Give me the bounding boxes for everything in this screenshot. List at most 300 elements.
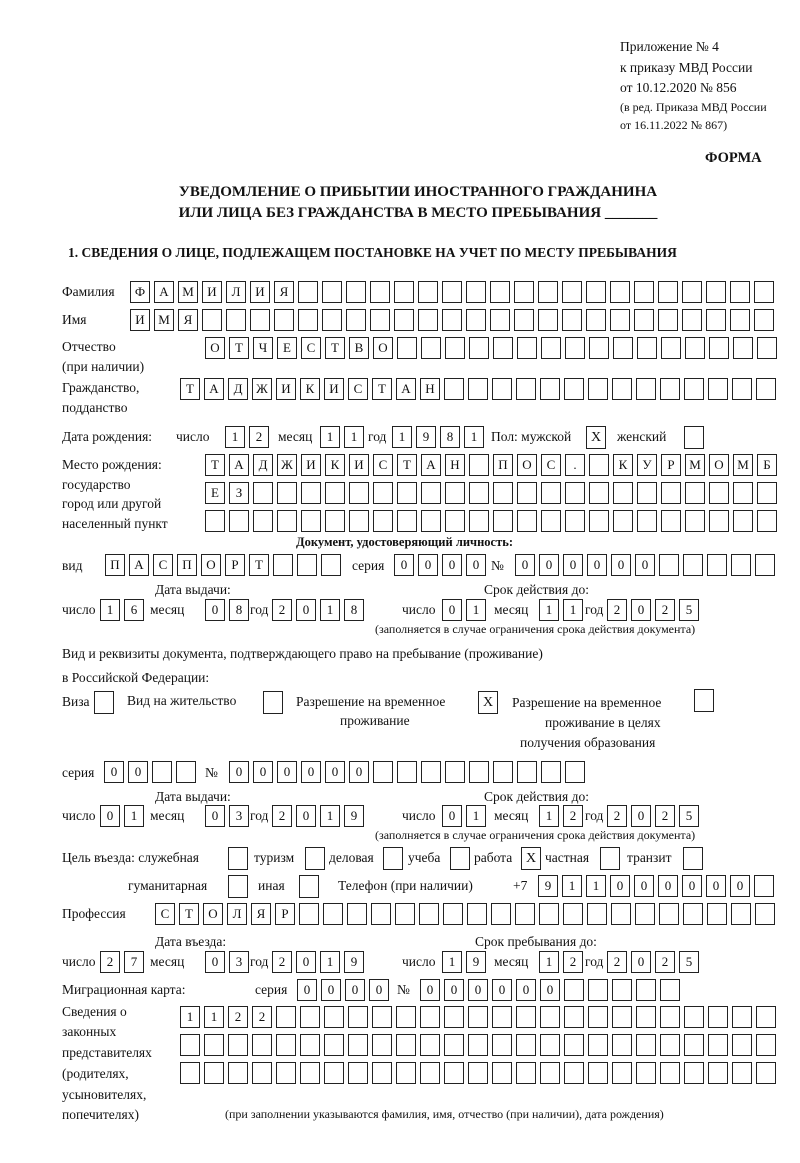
char-cell[interactable]: 2: [655, 599, 675, 621]
char-cell[interactable]: [731, 903, 751, 925]
char-cell[interactable]: [349, 510, 369, 532]
char-cell[interactable]: [493, 482, 513, 504]
char-cell[interactable]: [466, 281, 486, 303]
char-cell[interactable]: [517, 510, 537, 532]
char-cell[interactable]: [754, 281, 774, 303]
char-cell[interactable]: [685, 510, 705, 532]
char-cell[interactable]: Я: [251, 903, 271, 925]
char-cell[interactable]: [564, 1062, 584, 1084]
char-cell[interactable]: П: [493, 454, 513, 476]
char-cell[interactable]: С: [541, 454, 561, 476]
char-cell[interactable]: [636, 1034, 656, 1056]
char-cell[interactable]: 1: [320, 951, 340, 973]
char-cell[interactable]: И: [301, 454, 321, 476]
char-cell[interactable]: [445, 510, 465, 532]
char-cell[interactable]: [540, 1034, 560, 1056]
char-cell[interactable]: [273, 554, 293, 576]
char-cell[interactable]: О: [205, 337, 225, 359]
char-cell[interactable]: [253, 510, 273, 532]
char-cell[interactable]: П: [105, 554, 125, 576]
char-cell[interactable]: [538, 309, 558, 331]
char-cell[interactable]: [445, 482, 465, 504]
char-cell[interactable]: [613, 337, 633, 359]
char-cell[interactable]: [683, 554, 703, 576]
char-cell[interactable]: А: [204, 378, 224, 400]
char-cell[interactable]: 1: [586, 875, 606, 897]
char-cell[interactable]: [637, 337, 657, 359]
char-cell[interactable]: [444, 378, 464, 400]
char-cell[interactable]: [636, 979, 656, 1001]
char-cell[interactable]: [682, 309, 702, 331]
char-cell[interactable]: 9: [416, 426, 436, 448]
char-cell[interactable]: [707, 903, 727, 925]
char-cell[interactable]: 1: [442, 951, 462, 973]
char-cell[interactable]: [253, 482, 273, 504]
char-cell[interactable]: [661, 337, 681, 359]
char-cell[interactable]: [659, 554, 679, 576]
char-cell[interactable]: [492, 1006, 512, 1028]
char-cell[interactable]: [540, 1006, 560, 1028]
char-cell[interactable]: 0: [229, 761, 249, 783]
char-cell[interactable]: [322, 309, 342, 331]
char-cell[interactable]: [610, 309, 630, 331]
char-cell[interactable]: [541, 337, 561, 359]
char-cell[interactable]: [636, 1062, 656, 1084]
char-cell[interactable]: [397, 482, 417, 504]
char-cell[interactable]: [588, 1062, 608, 1084]
char-cell[interactable]: 0: [297, 979, 317, 1001]
char-cell[interactable]: 1: [539, 805, 559, 827]
char-cell[interactable]: [324, 1034, 344, 1056]
char-cell[interactable]: 0: [296, 951, 316, 973]
char-cell[interactable]: [228, 1034, 248, 1056]
char-cell[interactable]: [588, 979, 608, 1001]
char-cell[interactable]: 0: [394, 554, 414, 576]
char-cell[interactable]: [539, 903, 559, 925]
char-cell[interactable]: [349, 482, 369, 504]
char-cell[interactable]: [588, 378, 608, 400]
char-cell[interactable]: [419, 903, 439, 925]
char-cell[interactable]: [397, 761, 417, 783]
char-cell[interactable]: [706, 281, 726, 303]
char-cell[interactable]: [397, 510, 417, 532]
char-cell[interactable]: [252, 1034, 272, 1056]
char-cell[interactable]: 1: [204, 1006, 224, 1028]
char-cell[interactable]: [514, 281, 534, 303]
char-cell[interactable]: О: [517, 454, 537, 476]
char-cell[interactable]: 2: [655, 805, 675, 827]
char-cell[interactable]: 0: [634, 875, 654, 897]
char-cell[interactable]: [733, 482, 753, 504]
char-cell[interactable]: [565, 510, 585, 532]
char-cell[interactable]: [586, 309, 606, 331]
char-cell[interactable]: 5: [679, 599, 699, 621]
char-cell[interactable]: [467, 903, 487, 925]
char-cell[interactable]: [370, 281, 390, 303]
char-cell[interactable]: 0: [635, 554, 655, 576]
char-cell[interactable]: А: [421, 454, 441, 476]
char-cell[interactable]: И: [202, 281, 222, 303]
char-cell[interactable]: [660, 378, 680, 400]
char-cell[interactable]: 2: [272, 951, 292, 973]
char-cell[interactable]: [444, 1062, 464, 1084]
char-cell[interactable]: [418, 309, 438, 331]
char-cell[interactable]: [658, 309, 678, 331]
char-cell[interactable]: Ж: [277, 454, 297, 476]
char-cell[interactable]: О: [201, 554, 221, 576]
char-cell[interactable]: [684, 1006, 704, 1028]
char-cell[interactable]: [732, 378, 752, 400]
char-cell[interactable]: Ж: [252, 378, 272, 400]
char-cell[interactable]: 0: [420, 979, 440, 1001]
purpose-private-checkbox[interactable]: [600, 847, 620, 870]
char-cell[interactable]: [252, 1062, 272, 1084]
char-cell[interactable]: 1: [539, 951, 559, 973]
char-cell[interactable]: 0: [296, 805, 316, 827]
char-cell[interactable]: [468, 1006, 488, 1028]
char-cell[interactable]: [277, 482, 297, 504]
char-cell[interactable]: [226, 309, 246, 331]
char-cell[interactable]: [709, 482, 729, 504]
char-cell[interactable]: А: [396, 378, 416, 400]
char-cell[interactable]: [709, 510, 729, 532]
char-cell[interactable]: [421, 510, 441, 532]
char-cell[interactable]: 0: [442, 805, 462, 827]
char-cell[interactable]: [324, 1062, 344, 1084]
char-cell[interactable]: 2: [563, 951, 583, 973]
char-cell[interactable]: 2: [272, 599, 292, 621]
char-cell[interactable]: 5: [679, 951, 699, 973]
char-cell[interactable]: [732, 1006, 752, 1028]
char-cell[interactable]: [612, 1062, 632, 1084]
char-cell[interactable]: О: [373, 337, 393, 359]
char-cell[interactable]: [659, 903, 679, 925]
char-cell[interactable]: [565, 482, 585, 504]
char-cell[interactable]: [298, 309, 318, 331]
char-cell[interactable]: [444, 1006, 464, 1028]
char-cell[interactable]: [468, 378, 488, 400]
purpose-work-checkbox[interactable]: X: [521, 847, 541, 870]
char-cell[interactable]: 0: [492, 979, 512, 1001]
char-cell[interactable]: 0: [205, 599, 225, 621]
char-cell[interactable]: 2: [607, 951, 627, 973]
char-cell[interactable]: 0: [442, 599, 462, 621]
char-cell[interactable]: 2: [272, 805, 292, 827]
char-cell[interactable]: [731, 554, 751, 576]
char-cell[interactable]: [347, 903, 367, 925]
char-cell[interactable]: [709, 337, 729, 359]
char-cell[interactable]: 0: [611, 554, 631, 576]
char-cell[interactable]: [540, 1062, 560, 1084]
char-cell[interactable]: Т: [229, 337, 249, 359]
purpose-transit-checkbox[interactable]: [683, 847, 703, 870]
char-cell[interactable]: Т: [205, 454, 225, 476]
char-cell[interactable]: 3: [229, 951, 249, 973]
char-cell[interactable]: 2: [252, 1006, 272, 1028]
char-cell[interactable]: [682, 281, 702, 303]
char-cell[interactable]: 1: [320, 426, 340, 448]
char-cell[interactable]: [684, 1034, 704, 1056]
char-cell[interactable]: [418, 281, 438, 303]
char-cell[interactable]: [323, 903, 343, 925]
char-cell[interactable]: 0: [296, 599, 316, 621]
char-cell[interactable]: [468, 1034, 488, 1056]
char-cell[interactable]: [445, 761, 465, 783]
char-cell[interactable]: [757, 482, 777, 504]
char-cell[interactable]: 3: [229, 805, 249, 827]
char-cell[interactable]: [396, 1062, 416, 1084]
char-cell[interactable]: 7: [124, 951, 144, 973]
char-cell[interactable]: [277, 510, 297, 532]
char-cell[interactable]: [468, 1062, 488, 1084]
char-cell[interactable]: [612, 378, 632, 400]
char-cell[interactable]: 0: [205, 951, 225, 973]
char-cell[interactable]: [297, 554, 317, 576]
char-cell[interactable]: 1: [539, 599, 559, 621]
char-cell[interactable]: 9: [466, 951, 486, 973]
char-cell[interactable]: [348, 1006, 368, 1028]
char-cell[interactable]: [634, 309, 654, 331]
char-cell[interactable]: Т: [180, 378, 200, 400]
visa-checkbox[interactable]: [94, 691, 114, 714]
char-cell[interactable]: А: [154, 281, 174, 303]
char-cell[interactable]: [611, 903, 631, 925]
char-cell[interactable]: [469, 454, 489, 476]
char-cell[interactable]: 0: [468, 979, 488, 1001]
char-cell[interactable]: П: [177, 554, 197, 576]
char-cell[interactable]: 8: [229, 599, 249, 621]
char-cell[interactable]: [420, 1062, 440, 1084]
char-cell[interactable]: Л: [227, 903, 247, 925]
char-cell[interactable]: К: [300, 378, 320, 400]
char-cell[interactable]: [708, 1006, 728, 1028]
char-cell[interactable]: 0: [444, 979, 464, 1001]
char-cell[interactable]: [612, 1034, 632, 1056]
char-cell[interactable]: [708, 1034, 728, 1056]
char-cell[interactable]: [321, 554, 341, 576]
char-cell[interactable]: [372, 1034, 392, 1056]
char-cell[interactable]: [517, 761, 537, 783]
char-cell[interactable]: [589, 510, 609, 532]
char-cell[interactable]: 0: [658, 875, 678, 897]
char-cell[interactable]: [421, 482, 441, 504]
char-cell[interactable]: [373, 761, 393, 783]
char-cell[interactable]: [301, 510, 321, 532]
char-cell[interactable]: [469, 761, 489, 783]
char-cell[interactable]: 0: [539, 554, 559, 576]
char-cell[interactable]: Р: [275, 903, 295, 925]
char-cell[interactable]: [658, 281, 678, 303]
char-cell[interactable]: К: [325, 454, 345, 476]
char-cell[interactable]: Т: [372, 378, 392, 400]
char-cell[interactable]: [565, 761, 585, 783]
char-cell[interactable]: Д: [228, 378, 248, 400]
char-cell[interactable]: [516, 1062, 536, 1084]
char-cell[interactable]: Р: [661, 454, 681, 476]
char-cell[interactable]: [660, 1034, 680, 1056]
char-cell[interactable]: [730, 309, 750, 331]
char-cell[interactable]: [562, 309, 582, 331]
char-cell[interactable]: О: [203, 903, 223, 925]
purpose-other-checkbox[interactable]: [299, 875, 319, 898]
char-cell[interactable]: [421, 761, 441, 783]
char-cell[interactable]: 9: [344, 951, 364, 973]
residence-checkbox[interactable]: [263, 691, 283, 714]
char-cell[interactable]: [204, 1034, 224, 1056]
char-cell[interactable]: [276, 1006, 296, 1028]
char-cell[interactable]: 0: [349, 761, 369, 783]
char-cell[interactable]: 2: [563, 805, 583, 827]
char-cell[interactable]: [324, 1006, 344, 1028]
char-cell[interactable]: Е: [205, 482, 225, 504]
char-cell[interactable]: [661, 482, 681, 504]
char-cell[interactable]: 1: [320, 805, 340, 827]
char-cell[interactable]: [540, 378, 560, 400]
char-cell[interactable]: 0: [587, 554, 607, 576]
char-cell[interactable]: [706, 309, 726, 331]
char-cell[interactable]: 0: [277, 761, 297, 783]
char-cell[interactable]: [466, 309, 486, 331]
char-cell[interactable]: [396, 1034, 416, 1056]
char-cell[interactable]: У: [637, 454, 657, 476]
char-cell[interactable]: 1: [562, 875, 582, 897]
char-cell[interactable]: [322, 281, 342, 303]
char-cell[interactable]: 6: [124, 599, 144, 621]
char-cell[interactable]: [301, 482, 321, 504]
char-cell[interactable]: [300, 1062, 320, 1084]
char-cell[interactable]: В: [349, 337, 369, 359]
char-cell[interactable]: 1: [392, 426, 412, 448]
char-cell[interactable]: [469, 337, 489, 359]
char-cell[interactable]: [445, 337, 465, 359]
char-cell[interactable]: Т: [179, 903, 199, 925]
char-cell[interactable]: [346, 309, 366, 331]
char-cell[interactable]: С: [301, 337, 321, 359]
char-cell[interactable]: 0: [563, 554, 583, 576]
char-cell[interactable]: 1: [344, 426, 364, 448]
char-cell[interactable]: [299, 903, 319, 925]
char-cell[interactable]: 9: [538, 875, 558, 897]
temp-edu-checkbox[interactable]: [694, 689, 714, 712]
char-cell[interactable]: [396, 1006, 416, 1028]
char-cell[interactable]: [613, 510, 633, 532]
char-cell[interactable]: Я: [178, 309, 198, 331]
char-cell[interactable]: [635, 903, 655, 925]
char-cell[interactable]: [564, 979, 584, 1001]
char-cell[interactable]: [541, 482, 561, 504]
char-cell[interactable]: [469, 510, 489, 532]
char-cell[interactable]: 0: [418, 554, 438, 576]
char-cell[interactable]: [492, 378, 512, 400]
char-cell[interactable]: [180, 1034, 200, 1056]
char-cell[interactable]: Б: [757, 454, 777, 476]
char-cell[interactable]: [565, 337, 585, 359]
char-cell[interactable]: [757, 510, 777, 532]
char-cell[interactable]: [421, 337, 441, 359]
char-cell[interactable]: 2: [100, 951, 120, 973]
char-cell[interactable]: [685, 482, 705, 504]
char-cell[interactable]: С: [373, 454, 393, 476]
char-cell[interactable]: М: [733, 454, 753, 476]
char-cell[interactable]: 0: [369, 979, 389, 1001]
char-cell[interactable]: 8: [440, 426, 460, 448]
char-cell[interactable]: [589, 454, 609, 476]
char-cell[interactable]: 2: [228, 1006, 248, 1028]
char-cell[interactable]: [516, 378, 536, 400]
char-cell[interactable]: [733, 337, 753, 359]
char-cell[interactable]: 1: [563, 599, 583, 621]
char-cell[interactable]: [756, 1006, 776, 1028]
char-cell[interactable]: [588, 1006, 608, 1028]
char-cell[interactable]: М: [154, 309, 174, 331]
char-cell[interactable]: [562, 281, 582, 303]
char-cell[interactable]: С: [155, 903, 175, 925]
char-cell[interactable]: С: [348, 378, 368, 400]
char-cell[interactable]: [634, 281, 654, 303]
char-cell[interactable]: [469, 482, 489, 504]
char-cell[interactable]: [730, 281, 750, 303]
char-cell[interactable]: [325, 482, 345, 504]
char-cell[interactable]: [733, 510, 753, 532]
char-cell[interactable]: [588, 1034, 608, 1056]
char-cell[interactable]: [756, 378, 776, 400]
char-cell[interactable]: [228, 1062, 248, 1084]
char-cell[interactable]: 0: [730, 875, 750, 897]
char-cell[interactable]: [372, 1006, 392, 1028]
char-cell[interactable]: [152, 761, 172, 783]
char-cell[interactable]: [612, 979, 632, 1001]
char-cell[interactable]: [276, 1062, 296, 1084]
char-cell[interactable]: И: [349, 454, 369, 476]
char-cell[interactable]: И: [276, 378, 296, 400]
char-cell[interactable]: [516, 1006, 536, 1028]
char-cell[interactable]: [756, 1062, 776, 1084]
char-cell[interactable]: Е: [277, 337, 297, 359]
char-cell[interactable]: [420, 1034, 440, 1056]
char-cell[interactable]: М: [178, 281, 198, 303]
char-cell[interactable]: [348, 1034, 368, 1056]
temp-residence-checkbox[interactable]: X: [478, 691, 498, 714]
char-cell[interactable]: Т: [249, 554, 269, 576]
purpose-service-checkbox[interactable]: [228, 847, 248, 870]
char-cell[interactable]: [180, 1062, 200, 1084]
char-cell[interactable]: .: [565, 454, 585, 476]
char-cell[interactable]: [491, 903, 511, 925]
char-cell[interactable]: [586, 281, 606, 303]
char-cell[interactable]: [564, 1034, 584, 1056]
char-cell[interactable]: А: [229, 454, 249, 476]
char-cell[interactable]: 0: [345, 979, 365, 1001]
char-cell[interactable]: 0: [442, 554, 462, 576]
char-cell[interactable]: [755, 903, 775, 925]
purpose-study-checkbox[interactable]: [450, 847, 470, 870]
char-cell[interactable]: [205, 510, 225, 532]
sex-male-checkbox[interactable]: X: [586, 426, 606, 449]
char-cell[interactable]: 1: [124, 805, 144, 827]
char-cell[interactable]: [300, 1006, 320, 1028]
char-cell[interactable]: [348, 1062, 368, 1084]
char-cell[interactable]: [564, 1006, 584, 1028]
char-cell[interactable]: 0: [253, 761, 273, 783]
char-cell[interactable]: 1: [180, 1006, 200, 1028]
char-cell[interactable]: [541, 510, 561, 532]
char-cell[interactable]: [394, 281, 414, 303]
char-cell[interactable]: [493, 510, 513, 532]
char-cell[interactable]: [442, 281, 462, 303]
char-cell[interactable]: [395, 903, 415, 925]
char-cell[interactable]: [660, 1062, 680, 1084]
char-cell[interactable]: 2: [249, 426, 269, 448]
